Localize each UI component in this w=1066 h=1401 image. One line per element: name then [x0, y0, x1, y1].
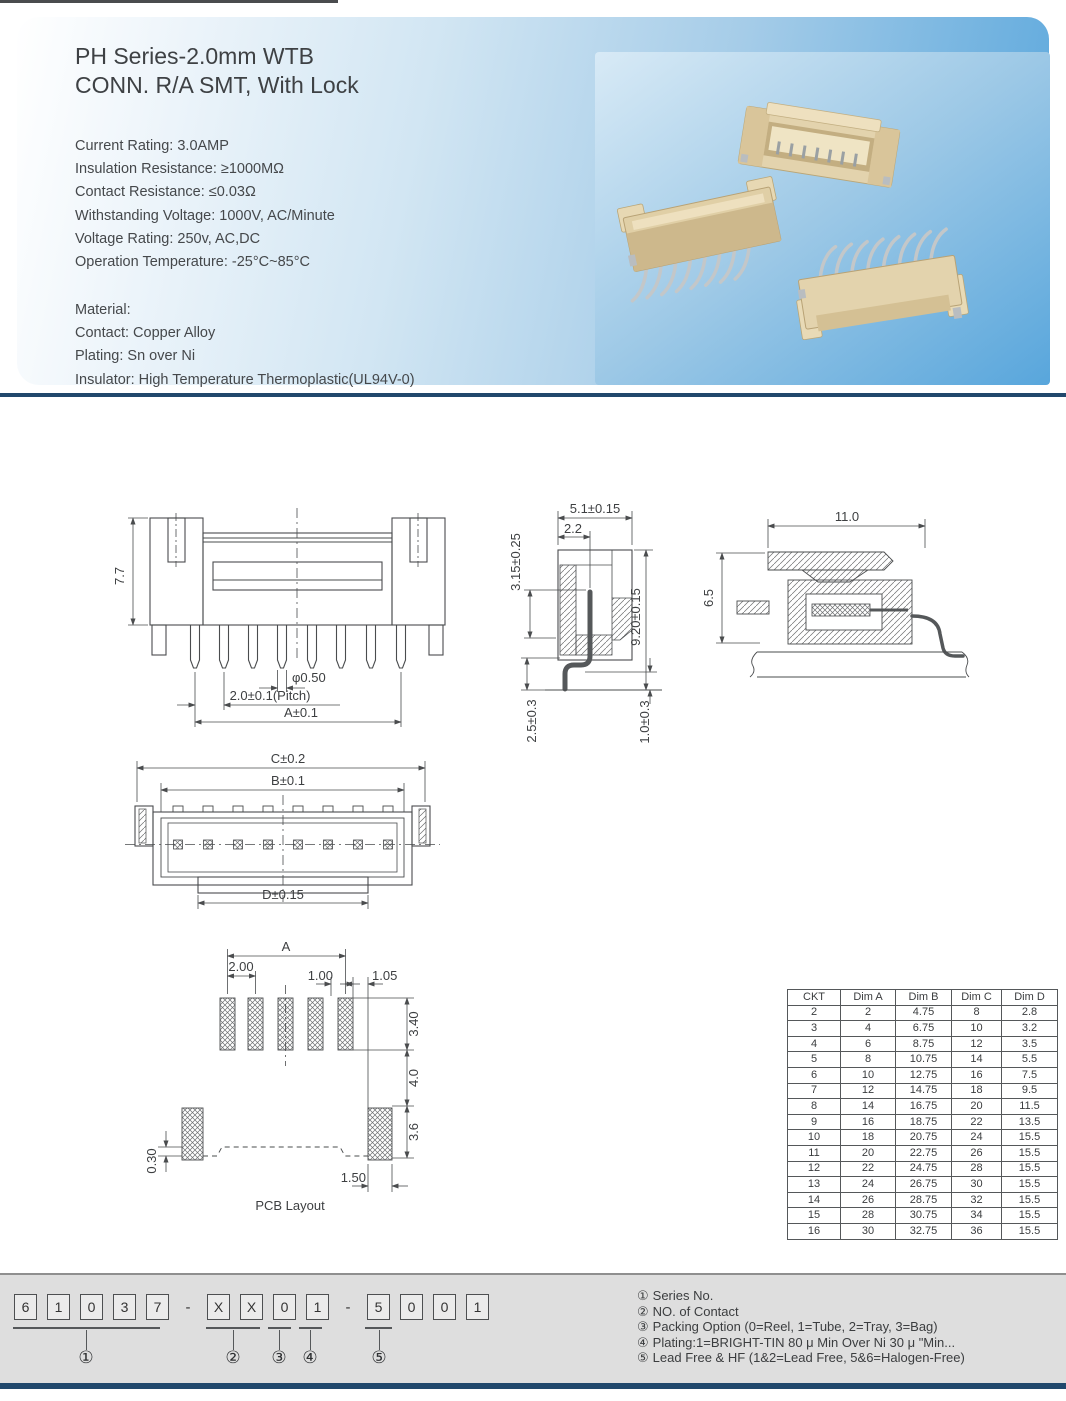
- callout-leader: [86, 1330, 87, 1350]
- cell-dim-c: 26: [952, 1145, 1002, 1161]
- cell-dim-b: 14.75: [896, 1083, 952, 1099]
- dim-label-pcb-pad-length: 3.40: [406, 1011, 421, 1037]
- cell-dim-c: 20: [952, 1099, 1002, 1115]
- cell-dim-b: 6.75: [896, 1021, 952, 1037]
- cell-dim-d: 15.5: [1002, 1130, 1058, 1146]
- cell-dim-b: 12.75: [896, 1067, 952, 1083]
- front-view-pins: [191, 625, 406, 668]
- legend-marker: ①: [637, 1288, 649, 1303]
- cell-ckt: 7: [788, 1083, 841, 1099]
- cell-ckt: 4: [788, 1036, 841, 1052]
- cell-dim-c: 18: [952, 1083, 1002, 1099]
- legend-marker: ④: [637, 1334, 649, 1350]
- cell-dim-b: 22.75: [896, 1145, 952, 1161]
- cell-dim-d: 7.5: [1002, 1067, 1058, 1083]
- dim-label-front-width: A±0.1: [284, 705, 318, 720]
- pcb-footprint-outline: [203, 1147, 368, 1156]
- callout-2: ②: [225, 1348, 241, 1367]
- table-header-cell: Dim A: [841, 990, 896, 1006]
- cell-dim-d: 9.5: [1002, 1083, 1058, 1099]
- spec-line: Operation Temperature: -25°C~85°C: [75, 254, 310, 271]
- legend-text: Plating:1=BRIGHT-TIN 80 μ Min Over Ni 30 μ "Min...: [652, 1334, 956, 1350]
- legend-line: [637, 1304, 965, 1320]
- legend-text: Series No.: [652, 1288, 714, 1303]
- callout-leader: [233, 1330, 234, 1350]
- material-line: Insulator: High Temperature Thermoplastic(UL94V-0): [75, 371, 415, 388]
- legend-text: NO. of Contact: [652, 1303, 739, 1319]
- cell-dim-b: 28.75: [896, 1192, 952, 1208]
- title-line-1: PH Series-2.0mm WTB: [75, 43, 314, 69]
- pcb-top-pads: [220, 998, 353, 1050]
- part-number-dash: -: [185, 1299, 191, 1316]
- part-number-box: X: [207, 1294, 230, 1320]
- cell-dim-c: 36: [952, 1223, 1002, 1239]
- title-line-2: CONN. R/A SMT, With Lock: [75, 72, 359, 98]
- dimensions-table: [787, 989, 1058, 1240]
- table-row: [788, 1005, 1058, 1021]
- section-view-drawing: [701, 509, 969, 677]
- cell-ckt: 16: [788, 1223, 841, 1239]
- legend-marker: ②: [637, 1303, 649, 1319]
- cell-dim-c: 24: [952, 1130, 1002, 1146]
- callout-underline: [365, 1327, 392, 1329]
- table-row: [788, 1083, 1058, 1099]
- cell-dim-b: 30.75: [896, 1208, 952, 1224]
- cell-ckt: 3: [788, 1021, 841, 1037]
- top-edge-tick: [0, 0, 338, 3]
- cell-dim-b: 26.75: [896, 1177, 952, 1193]
- dim-label-side-inner-width: 2.2: [563, 521, 583, 536]
- material-line: Plating: Sn over Ni: [75, 348, 196, 365]
- legend-marker: ③: [637, 1319, 649, 1335]
- cell-dim-a: 28: [841, 1208, 896, 1224]
- cell-dim-d: 15.5: [1002, 1223, 1058, 1239]
- spec-line: Voltage Rating: 250v, AC,DC: [75, 230, 261, 247]
- callout-underline: [206, 1327, 260, 1329]
- cell-dim-a: 6: [841, 1036, 896, 1052]
- dim-label-top-overall-width: C±0.2: [270, 751, 306, 766]
- front-view-drawing: [112, 508, 445, 727]
- dim-label-pcb-pitch: 2.00: [228, 959, 254, 974]
- cell-ckt: 8: [788, 1099, 841, 1115]
- table-row: [788, 1192, 1058, 1208]
- material-list: [75, 299, 415, 392]
- cell-dim-a: 2: [841, 1005, 896, 1021]
- part-number-box: 1: [306, 1294, 329, 1320]
- dim-label-side-width: 5.1±0.15: [569, 501, 621, 516]
- table-row: [788, 1130, 1058, 1146]
- cell-dim-a: 24: [841, 1177, 896, 1193]
- cell-dim-a: 22: [841, 1161, 896, 1177]
- cell-ckt: 12: [788, 1161, 841, 1177]
- table-header-row: [788, 990, 1058, 1006]
- cell-dim-d: 5.5: [1002, 1052, 1058, 1068]
- cell-dim-c: 8: [952, 1005, 1002, 1021]
- cell-dim-b: 32.75: [896, 1223, 952, 1239]
- table-header-cell: CKT: [788, 990, 841, 1006]
- callout-4: ④: [302, 1348, 318, 1367]
- legend-text: Lead Free & HF (1&2=Lead Free, 5&6=Halogen-Free): [652, 1350, 965, 1366]
- legend-text: Packing Option (0=Reel, 1=Tube, 2=Tray, 3=Bag): [652, 1319, 938, 1335]
- dim-label-pcb-span: A: [281, 939, 291, 954]
- table-header-cell: Dim D: [1002, 990, 1058, 1006]
- cell-ckt: 2: [788, 1005, 841, 1021]
- cell-dim-b: 20.75: [896, 1130, 952, 1146]
- cell-dim-c: 12: [952, 1036, 1002, 1052]
- table-row: [788, 1161, 1058, 1177]
- part-number-row: [14, 1294, 489, 1367]
- cell-dim-b: 24.75: [896, 1161, 952, 1177]
- cell-dim-d: 15.5: [1002, 1145, 1058, 1161]
- cell-dim-d: 15.5: [1002, 1177, 1058, 1193]
- part-number-section: [0, 1273, 1066, 1383]
- cell-dim-a: 30: [841, 1223, 896, 1239]
- cell-dim-a: 8: [841, 1052, 896, 1068]
- legend-line: [637, 1335, 965, 1351]
- cell-dim-c: 22: [952, 1114, 1002, 1130]
- dim-label-side-standoff: 1.0±0.3: [637, 700, 652, 744]
- dim-label-top-body-width: B±0.1: [271, 773, 305, 788]
- page-title: [75, 42, 359, 100]
- header-panel: [17, 17, 1049, 388]
- dim-label-top-tab-width: D±0.15: [262, 887, 304, 902]
- table-row: [788, 1052, 1058, 1068]
- cell-dim-a: 10: [841, 1067, 896, 1083]
- cell-dim-d: 11.5: [1002, 1099, 1058, 1115]
- cell-dim-b: 10.75: [896, 1052, 952, 1068]
- dim-label-pcb-tab-pad-width: 1.50: [340, 1170, 366, 1185]
- cell-dim-a: 20: [841, 1145, 896, 1161]
- cell-dim-c: 16: [952, 1067, 1002, 1083]
- material-line: Material:: [75, 302, 131, 318]
- part-number-box: 3: [113, 1294, 136, 1320]
- callout-underline: [268, 1327, 291, 1329]
- legend-line: [637, 1350, 965, 1366]
- cell-dim-c: 30: [952, 1177, 1002, 1193]
- callout-leader: [279, 1330, 280, 1350]
- part-number-group-contact-packing-plating: [207, 1294, 329, 1367]
- dim-label-pcb-edge: 0.30: [144, 1148, 159, 1174]
- table-row: [788, 1177, 1058, 1193]
- cell-ckt: 5: [788, 1052, 841, 1068]
- part-number-box: 0: [273, 1294, 296, 1320]
- cell-dim-b: 8.75: [896, 1036, 952, 1052]
- cell-dim-c: 10: [952, 1021, 1002, 1037]
- product-photo: [575, 40, 1050, 385]
- cell-dim-c: 14: [952, 1052, 1002, 1068]
- header-divider-line: [0, 393, 1066, 397]
- dim-label-section-height: 6.5: [701, 588, 716, 608]
- spec-line: Insulation Resistance: ≥1000MΩ: [75, 161, 285, 178]
- cell-dim-a: 4: [841, 1021, 896, 1037]
- callout-leader: [310, 1330, 311, 1350]
- dim-label-front-height: 7.7: [112, 566, 127, 586]
- spec-line: Current Rating: 3.0AMP: [75, 138, 229, 154]
- dim-label-side-foot-height: 2.5±0.3: [524, 699, 539, 743]
- table-row: [788, 1145, 1058, 1161]
- cell-ckt: 15: [788, 1208, 841, 1224]
- pcb-left-tab-pad: [182, 1108, 203, 1160]
- cell-dim-d: 15.5: [1002, 1192, 1058, 1208]
- legend-line: [637, 1288, 965, 1304]
- part-number-box: 0: [400, 1294, 423, 1320]
- cell-dim-a: 26: [841, 1192, 896, 1208]
- table-header-cell: Dim B: [896, 990, 952, 1006]
- cell-dim-d: 3.2: [1002, 1021, 1058, 1037]
- part-number-box: 0: [80, 1294, 103, 1320]
- table-row: [788, 1067, 1058, 1083]
- part-number-group-series: [14, 1294, 169, 1367]
- cell-dim-b: 18.75: [896, 1114, 952, 1130]
- cell-dim-a: 12: [841, 1083, 896, 1099]
- cell-dim-a: 16: [841, 1114, 896, 1130]
- callout-underline: [299, 1327, 322, 1329]
- table-row: [788, 1099, 1058, 1115]
- cell-dim-d: 15.5: [1002, 1208, 1058, 1224]
- dim-label-section-width: 11.0: [834, 509, 860, 524]
- spec-list: [75, 135, 335, 274]
- material-line: Contact: Copper Alloy: [75, 325, 216, 342]
- cell-ckt: 10: [788, 1130, 841, 1146]
- spec-line: Withstanding Voltage: 1000V, AC/Minute: [75, 207, 335, 224]
- top-view-drawing: [125, 751, 440, 909]
- part-number-box: X: [240, 1294, 263, 1320]
- part-number-group-leadfree: [367, 1294, 489, 1367]
- callout-1: ①: [78, 1348, 94, 1367]
- cell-ckt: 9: [788, 1114, 841, 1130]
- dim-label-pcb-offset2: 1.05: [372, 968, 398, 983]
- part-number-box: 1: [47, 1294, 70, 1320]
- part-number-legend: [637, 1288, 965, 1366]
- pcb-layout-caption: PCB Layout: [255, 1198, 325, 1213]
- side-view-drawing: [508, 501, 662, 744]
- callout-5: ⑤: [371, 1348, 387, 1367]
- spec-line: Contact Resistance: ≤0.03Ω: [75, 184, 256, 201]
- cell-dim-b: 16.75: [896, 1099, 952, 1115]
- dim-label-side-overall-height: 9.20±0.15: [628, 588, 643, 646]
- table-row: [788, 1223, 1058, 1239]
- legend-line: [637, 1319, 965, 1335]
- part-number-box: 6: [14, 1294, 37, 1320]
- table-header-cell: Dim C: [952, 990, 1002, 1006]
- cell-dim-c: 34: [952, 1208, 1002, 1224]
- cell-dim-d: 15.5: [1002, 1161, 1058, 1177]
- pcb-right-tab-pad: [368, 1108, 392, 1160]
- dim-label-pcb-gap: 4.0: [406, 1068, 421, 1088]
- pcb-layout-drawing: [144, 939, 421, 1213]
- callout-underline: [13, 1327, 160, 1329]
- legend-marker: ⑤: [637, 1350, 649, 1366]
- cell-ckt: 14: [788, 1192, 841, 1208]
- callout-leader: [379, 1330, 380, 1350]
- cell-ckt: 6: [788, 1067, 841, 1083]
- part-number-box: 0: [433, 1294, 456, 1320]
- cell-ckt: 13: [788, 1177, 841, 1193]
- part-number-box: 5: [367, 1294, 390, 1320]
- table-row: [788, 1036, 1058, 1052]
- cell-dim-a: 18: [841, 1130, 896, 1146]
- dim-label-pcb-offset1: 1.00: [307, 968, 333, 983]
- footer-divider-line: [0, 1383, 1066, 1389]
- dim-label-pcb-tab-pad-length: 3.6: [406, 1122, 421, 1142]
- table-row: [788, 1114, 1058, 1130]
- part-number-box: 7: [146, 1294, 169, 1320]
- part-number-dash: -: [345, 1299, 351, 1316]
- cell-dim-d: 2.8: [1002, 1005, 1058, 1021]
- cell-dim-c: 32: [952, 1192, 1002, 1208]
- table-row: [788, 1208, 1058, 1224]
- table-row: [788, 1021, 1058, 1037]
- cell-dim-b: 4.75: [896, 1005, 952, 1021]
- cell-dim-a: 14: [841, 1099, 896, 1115]
- cell-ckt: 11: [788, 1145, 841, 1161]
- dim-label-side-upper-height: 3.15±0.25: [508, 533, 523, 591]
- cell-dim-c: 28: [952, 1161, 1002, 1177]
- dim-label-pitch: 2.0±0.1(Pitch): [229, 688, 311, 703]
- part-number-box: 1: [466, 1294, 489, 1320]
- cell-dim-d: 13.5: [1002, 1114, 1058, 1130]
- dim-label-pin-diameter: φ0.50: [292, 670, 326, 685]
- cell-dim-d: 3.5: [1002, 1036, 1058, 1052]
- callout-3: ③: [271, 1348, 287, 1367]
